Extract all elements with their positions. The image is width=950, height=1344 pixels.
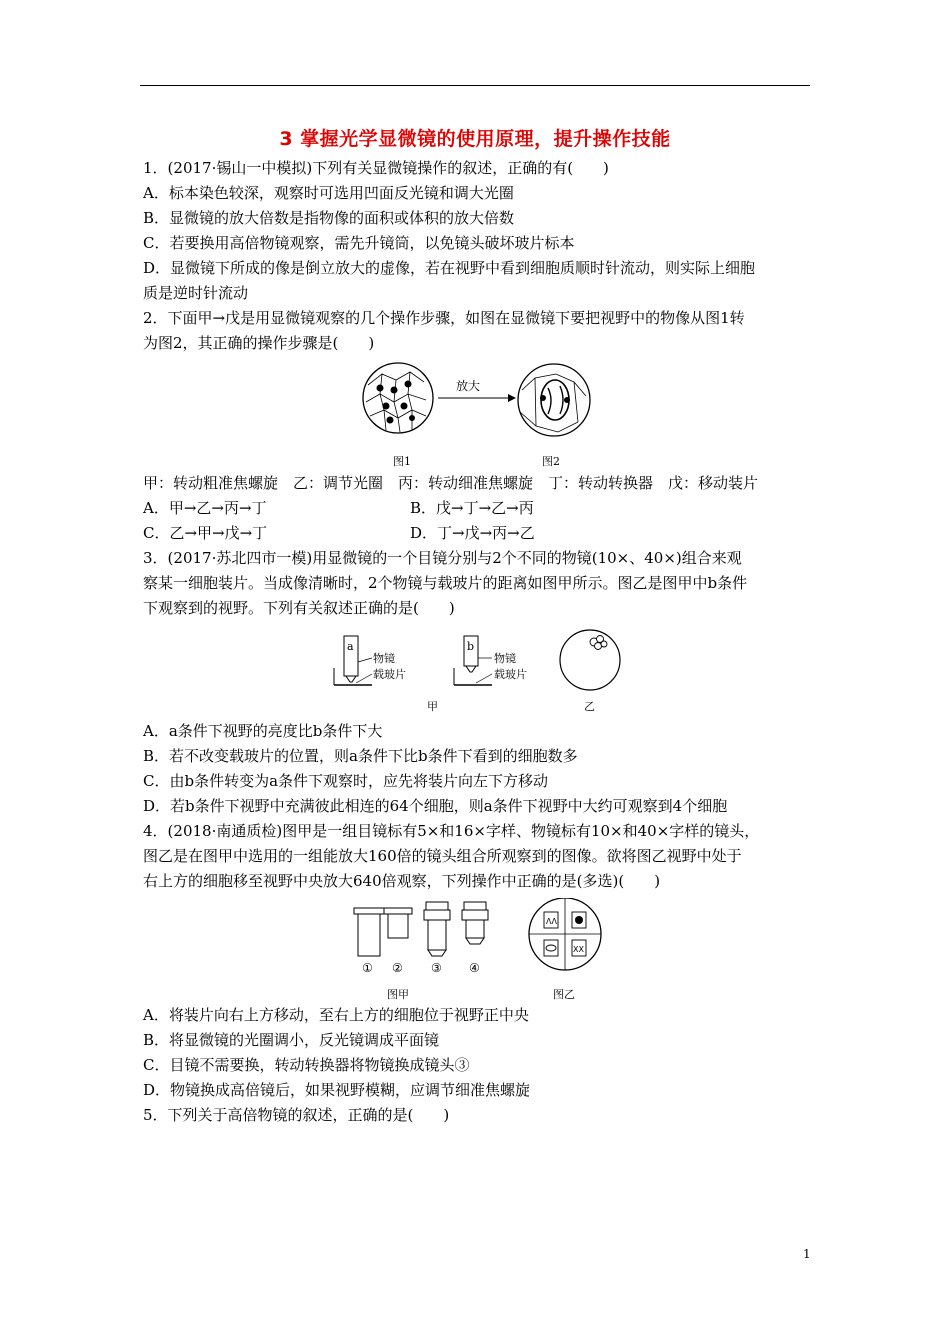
q2-steps: 甲：转动粗准焦螺旋 乙：调节光圈 丙：转动细准焦螺旋 丁：转动转换器 戊：移动装片 [143, 474, 759, 492]
q1-option-d-line1: D．显微镜下所成的像是倒立放大的虚像，若在视野中看到细胞质顺时针流动，则实际上细胞 [143, 259, 756, 277]
q2-option-a: A．甲→乙→丙→丁 [143, 499, 267, 517]
q3-figure [332, 628, 622, 692]
label-a: a [347, 640, 354, 653]
q4-stem-line2: 图乙是在图甲中选用的一组能放大160倍的镜头组合所观察到的图像。欲将图乙视野中处于 [143, 847, 742, 865]
fig1-field [363, 363, 433, 433]
q1-option-c: C．若要换用高倍物镜观察，需先升镜筒，以免镜头破坏玻片标本 [143, 234, 575, 252]
q5-stem: 5．下列关于高倍物镜的叙述，正确的是( ) [143, 1106, 450, 1124]
lens-3 [424, 902, 450, 956]
field-of-view-yi [560, 630, 620, 690]
q4-figure [350, 898, 610, 978]
label-objective-a: 物镜 [373, 652, 395, 665]
lens-label-1: ① [362, 961, 373, 975]
arrow-label: 放大 [456, 379, 481, 393]
lens-label-2: ② [392, 961, 403, 975]
q2-option-d: D．丁→戊→丙→乙 [410, 524, 535, 542]
q4-option-d: D．物镜换成高倍镜后，如果视野模糊，应调节细准焦螺旋 [143, 1081, 531, 1099]
fig2-caption: 图2 [542, 455, 560, 468]
q3-option-b: B．若不改变载玻片的位置，则a条件下比b条件下看到的细胞数多 [143, 747, 578, 765]
q3-option-c: C．由b条件转变为a条件下观察时，应先将装片向左下方移动 [143, 772, 549, 790]
q4-option-b: B．将显微镜的光圈调小，反光镜调成平面镜 [143, 1031, 440, 1049]
q2-stem-line2: 为图2，其正确的操作步骤是( ) [143, 334, 375, 352]
header-rule [140, 85, 810, 86]
q2-option-c: C．乙→甲→戊→丁 [143, 524, 268, 542]
lens-set-figure [350, 898, 610, 978]
page-title: 3 掌握光学显微镜的使用原理，提升操作技能 [279, 128, 671, 150]
q3-caption-yi: 乙 [584, 700, 595, 713]
q3-caption-jia: 甲 [427, 700, 438, 713]
label-slide-b: 载玻片 [494, 668, 527, 681]
lens-1 [354, 908, 384, 956]
q4-stem-line3: 右上方的细胞移至视野中央放大640倍观察，下列操作中正确的是(多选)( ) [143, 872, 661, 890]
lens-label-4: ④ [469, 961, 480, 975]
field-of-view-tu-yi [529, 898, 601, 970]
q2-figure [360, 360, 600, 444]
q3-stem-line1: 3．(2017·苏北四市一模)用显微镜的一个目镜分别与2个不同的物镜(10×、40×)组合来观 [143, 549, 742, 567]
fig2-field [518, 364, 590, 436]
q3-option-d: D．若b条件下视野中充满彼此相连的64个细胞，则a条件下视野中大约可观察到4个细胞 [143, 797, 728, 815]
q2-option-b: B．戊→丁→乙→丙 [410, 499, 534, 517]
q2-stem-line1: 2．下面甲→戊是用显微镜观察的几个操作步骤，如图在显微镜下要把视野中的物像从图1转 [143, 309, 745, 327]
q3-option-a: A．a条件下视野的亮度比b条件下大 [143, 722, 383, 740]
q1-option-d-line2: 质是逆时针流动 [143, 284, 249, 302]
svg-text:ΛΛ: ΛΛ [546, 917, 557, 926]
fig1-caption: 图1 [393, 455, 411, 468]
objective-b [454, 636, 527, 685]
q1-stem: 1．(2017·锡山一中模拟)下列有关显微镜操作的叙述，正确的有( ) [143, 159, 609, 177]
label-objective-b: 物镜 [494, 652, 516, 665]
svg-text:XX: XX [573, 945, 584, 954]
microscope-field-figure [360, 360, 600, 444]
objective-a [334, 636, 406, 685]
label-slide-a: 载玻片 [373, 668, 406, 681]
lens-2 [384, 908, 412, 938]
objective-distance-figure [332, 628, 622, 692]
lens-label-3: ③ [431, 961, 442, 975]
label-b: b [467, 640, 475, 653]
q1-option-b: B．显微镜的放大倍数是指物像的面积或体积的放大倍数 [143, 209, 515, 227]
q3-stem-line3: 下观察到的视野。下列有关叙述正确的是( ) [143, 599, 455, 617]
q1-option-a: A．标本染色较深，观察时可选用凹面反光镜和调大光圈 [143, 184, 514, 202]
lens-4 [462, 902, 488, 944]
page-number: 1 [803, 1247, 811, 1261]
q3-stem-line2: 察某一细胞装片。当成像清晰时，2个物镜与载玻片的距离如图甲所示。图乙是图甲中b条件 [143, 574, 748, 592]
q4-stem-line1: 4．(2018·南通质检)图甲是一组目镜标有5×和16×字样、物镜标有10×和40×字样的镜头， [143, 822, 760, 840]
q4-option-a: A．将装片向右上方移动，至右上方的细胞位于视野正中央 [143, 1006, 529, 1024]
q4-option-c: C．目镜不需要换，转动转换器将物镜换成镜头③ [143, 1056, 470, 1074]
q4-caption-jia: 图甲 [387, 988, 409, 1001]
q4-caption-yi: 图乙 [553, 988, 575, 1001]
